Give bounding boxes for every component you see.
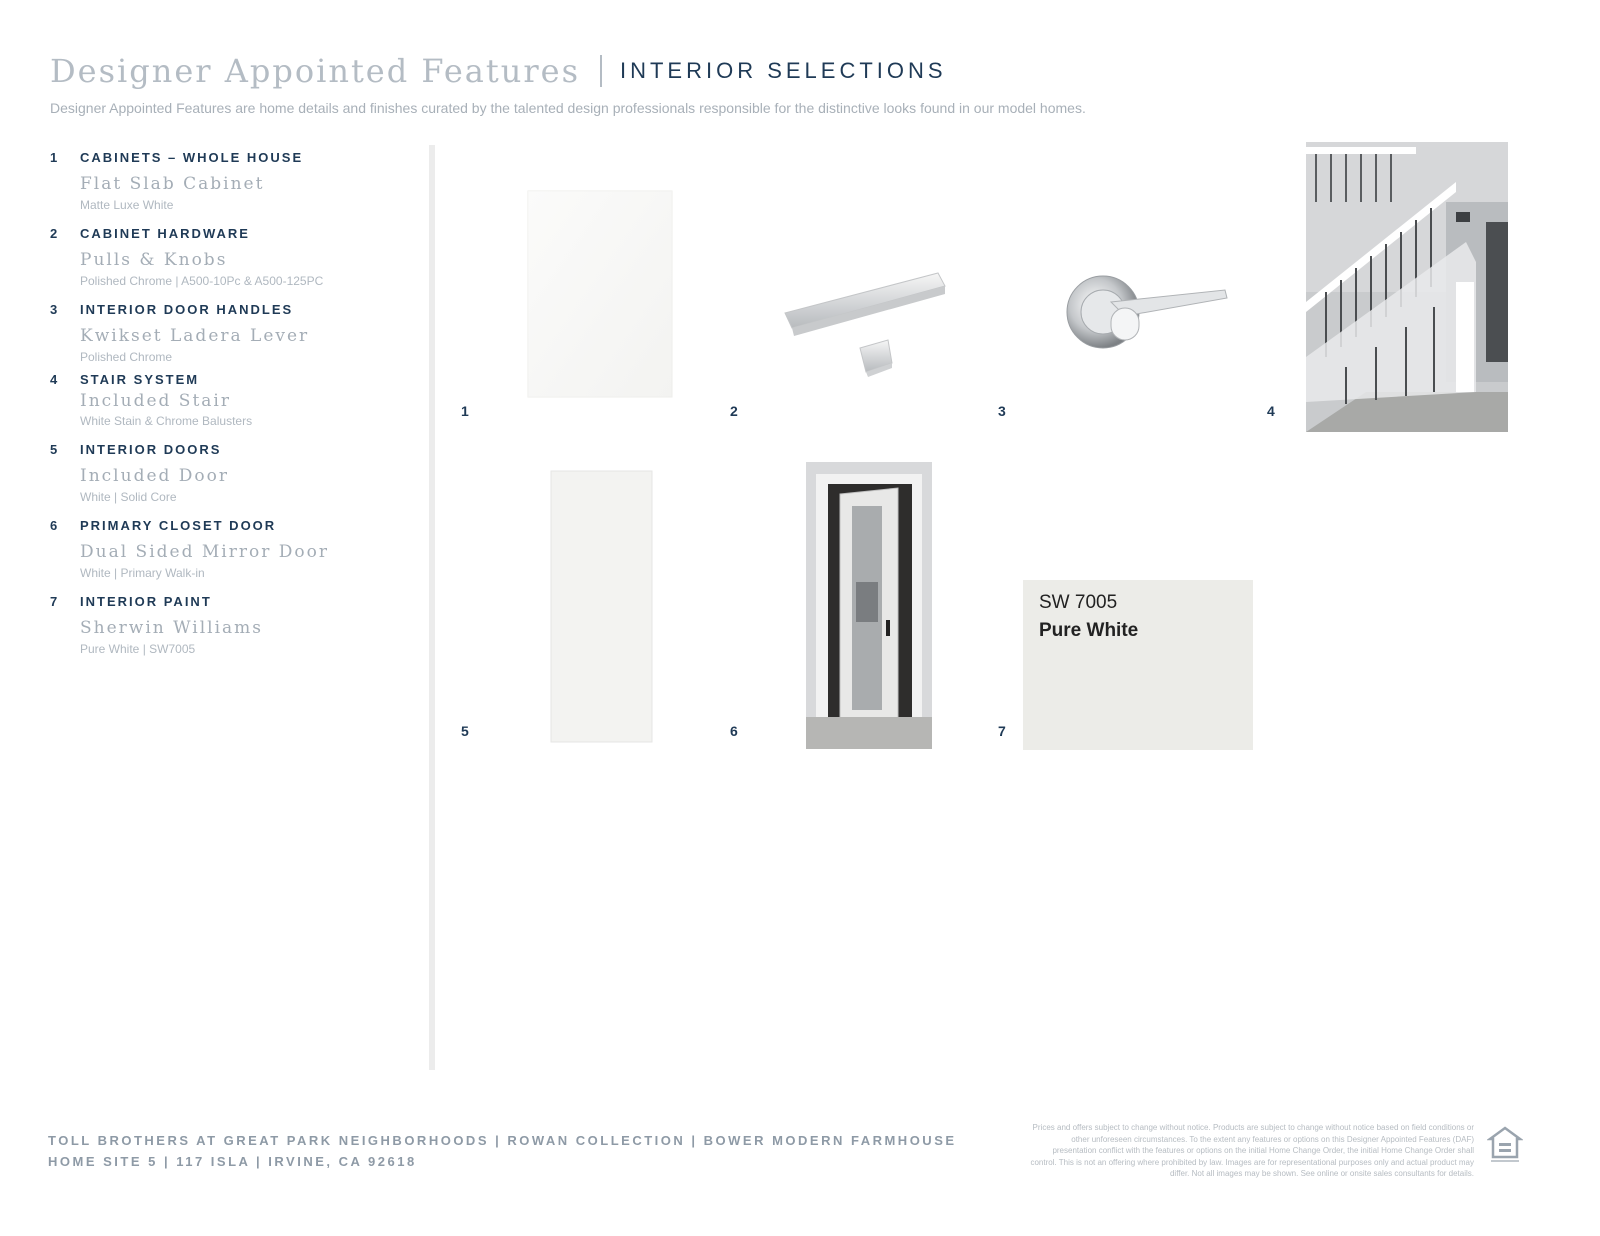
- feature-detail: White Stain & Chrome Balusters: [80, 414, 253, 428]
- feature-number: 7: [50, 594, 58, 609]
- footer-line-community: TOLL BROTHERS AT GREAT PARK NEIGHBORHOODS | ROWAN COLLECTION | BOWER MODERN FARMHOUSE: [48, 1133, 957, 1148]
- cabinet-pull-image: [780, 268, 950, 383]
- feature-category: CABINET HARDWARE: [80, 226, 250, 241]
- footer-line-homesite: HOME SITE 5 | 117 ISLA | IRVINE, CA 92618: [48, 1154, 417, 1169]
- tile-label: 5: [461, 723, 469, 739]
- interior-door-image: [550, 470, 653, 743]
- feature-name: Dual Sided Mirror Door: [80, 542, 329, 562]
- stair-photo: [1306, 142, 1508, 432]
- cabinet-image: [527, 190, 673, 398]
- vertical-divider: [429, 145, 435, 1070]
- feature-name: Flat Slab Cabinet: [80, 174, 265, 194]
- feature-name: Included Stair: [80, 391, 231, 411]
- tile-label: 1: [461, 403, 469, 419]
- feature-detail: White | Primary Walk-in: [80, 566, 205, 580]
- feature-name: Kwikset Ladera Lever: [80, 326, 310, 346]
- tile-label: 2: [730, 403, 738, 419]
- feature-category: INTERIOR DOORS: [80, 442, 222, 457]
- feature-category: PRIMARY CLOSET DOOR: [80, 518, 277, 533]
- swatch-code: SW 7005: [1039, 592, 1118, 613]
- feature-category: INTERIOR PAINT: [80, 594, 212, 609]
- legal-disclaimer: Prices and offers subject to change without notice. Products are subject to change without notice based on field conditions or other unforeseen circumstances. To the extent any features or options on this Designer Appointed Features (DAF) presentation conflict with the features or options on the initial Home Change Order, the initial Home Change Order shall control. This is not an offering where prohibited by law. Images are for representational purposes only and actual product may differ. Not all images may be shown. See online or onsite sales consultants for details.: [1030, 1123, 1474, 1178]
- feature-detail: Polished Chrome | A500-10Pc & A500-125PC: [80, 274, 324, 288]
- equal-housing-opportunity-icon: [1487, 1125, 1523, 1165]
- tile-label: 3: [998, 403, 1006, 419]
- feature-number: 6: [50, 518, 58, 533]
- footer-address: [48, 1130, 957, 1172]
- page-header: [50, 52, 1550, 116]
- feature-detail: Matte Luxe White: [80, 198, 174, 212]
- paint-swatch: [1023, 580, 1253, 750]
- page-subtitle: Designer Appointed Features are home details and finishes curated by the talented design professionals responsible for the distinctive looks found in our model homes.: [50, 100, 1086, 116]
- door-lever-image: [1065, 268, 1235, 358]
- feature-name: Sherwin Williams: [80, 618, 264, 638]
- tile-label: 7: [998, 723, 1006, 739]
- feature-name: Included Door: [80, 466, 230, 486]
- page-title: Designer Appointed Features: [50, 52, 580, 90]
- feature-detail: Polished Chrome: [80, 350, 173, 364]
- title-row: [50, 52, 1550, 90]
- swatch-name: Pure White: [1039, 620, 1139, 641]
- feature-detail: Pure White | SW7005: [80, 642, 196, 656]
- feature-number: 4: [50, 372, 58, 387]
- section-title: INTERIOR SELECTIONS: [619, 58, 947, 83]
- mirror-door-photo: [806, 462, 932, 749]
- feature-name: Pulls & Knobs: [80, 250, 228, 270]
- feature-number: 1: [50, 150, 58, 165]
- feature-number: 2: [50, 226, 58, 241]
- feature-category: INTERIOR DOOR HANDLES: [80, 302, 294, 317]
- tile-label: 4: [1267, 403, 1275, 419]
- feature-category: CABINETS – WHOLE HOUSE: [80, 150, 304, 165]
- feature-number: 3: [50, 302, 58, 317]
- feature-detail: White | Solid Core: [80, 490, 177, 504]
- feature-number: 5: [50, 442, 58, 457]
- feature-category: STAIR SYSTEM: [80, 372, 200, 387]
- tile-label: 6: [730, 723, 738, 739]
- title-divider: [600, 55, 602, 87]
